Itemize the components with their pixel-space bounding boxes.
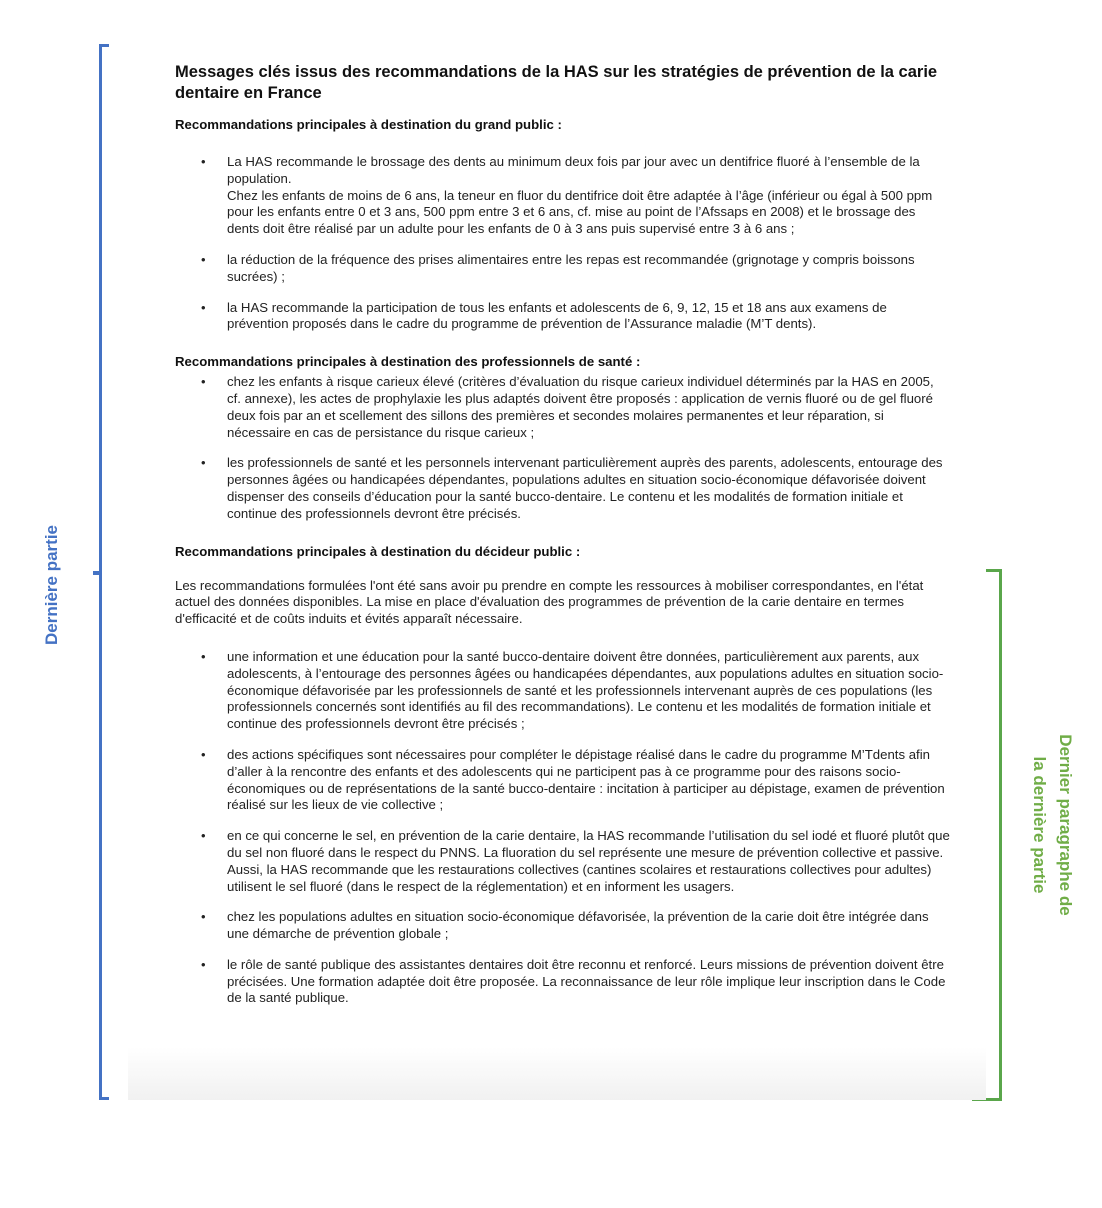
bullet-icon: •: [201, 299, 206, 315]
last-paragraph-label-line-1: Dernier paragraphe de: [1056, 734, 1075, 916]
decision-makers-intro: Les recommandations formulées l'ont été sans avoir pu prendre en compte les ressources à mobiliser correspondantes, en l'état actuel des données disponibles. La mise en place d'évaluation des programmes de prévention de la carie dentaire en termes d'efficacité et de coûts induits et évités apparaît nécessaire.: [175, 577, 924, 627]
decision-makers-recommendations-list: [175, 649, 950, 1007]
bullet-icon: •: [201, 828, 206, 844]
bullet-icon: •: [201, 154, 206, 169]
bullet-icon: •: [201, 455, 206, 471]
public-recommendations-list: [175, 154, 950, 333]
document-page: [128, 40, 986, 1100]
bullet-icon: •: [201, 251, 206, 267]
list-item: • la HAS recommande la participation de tous les enfants et adolescents de 6, 9, 12, 15 et 18 ans aux examens de prévention proposés dans le cadre du programme de prévention de l’Assurance maladie (M’T dents).: [201, 299, 887, 332]
list-item: • en ce qui concerne le sel, en prévention de la carie dentaire, la HAS recommande l’utilisation du sel iodé et fluoré plutôt que du sel non fluoré dans le respect du PNNS. La fluoration du sel représente une mesure de prévention collective et passive. Aussi, la HAS recommande que les restaurations collectives (cantines scolaires et restaurations collectives pour adultes) utilisent le sel fluoré (dans le respect de la réglementation) et en informent les usagers.: [201, 828, 950, 894]
document-title: Messages clés issus des recommandations de la HAS sur les stratégies de prévention de la carie dentaire en France: [175, 63, 938, 102]
section-heading-public: Recommandations principales à destination du grand public :: [175, 117, 562, 132]
bullet-icon: •: [201, 374, 206, 390]
list-item: • la réduction de la fréquence des prises alimentaires entre les repas est recommandée (grignotage y compris boissons sucrées) ;: [201, 251, 915, 284]
list-item: • le rôle de santé publique des assistantes dentaires doit être reconnu et renforcé. Leurs missions de prévention doivent être précisées. Une formation adaptée doit être proposée. La reconnaissance de leur rôle implique leur inscription dans le Code de la santé publique.: [201, 956, 946, 1006]
professionals-recommendations-list: [175, 374, 950, 522]
list-item: • une information et une éducation pour la santé bucco-dentaire doivent être données, particulièrement aux parents, aux adolescents, à l’entourage des personnes âgées ou handicapées dépendantes, aux populations adultes en situation socio-économique défavorisée par les professionnels de santé et les professionnels intervenant auprès de ces populations (les professionnels concernés sont identifiés au fil des recommandations). Le contenu et les modalités de formation initiale et continue des professionnels devront être précisés ;: [201, 648, 944, 732]
list-item: • chez les enfants à risque carieux élevé (critères d’évaluation du risque carieux individuel déterminés par la HAS en 2005, cf. annexe), les actes de prophylaxie les plus adaptés doivent être proposés : application de vernis fluoré ou de gel fluoré deux fois par an et scellement des sillons des premières et secondes molaires permanentes et leur réparation, si nécessaire en cas de persistance du risque carieux ;: [201, 374, 934, 440]
list-item: • chez les populations adultes en situation socio-économique défavorisée, la prévention de la carie doit être intégrée dans une démarche de prévention globale ;: [201, 909, 929, 942]
list-item: • des actions spécifiques sont nécessaires pour compléter le dépistage réalisé dans le cadre du programme M’Tdents afin d’aller à la rencontre des enfants et des adolescents qui ne participent pas à ce programme pour des raisons socio-économiques ou de représentations de la santé bucco-dentaire : incitation à participer au dépistage, examen de prévention réalisé sur les lieux de vie collective ;: [201, 746, 945, 813]
last-paragraph-label-line-2: la dernière partie: [1030, 756, 1049, 894]
bullet-icon: •: [201, 746, 206, 762]
bullet-icon: •: [201, 648, 206, 664]
bullet-icon: •: [201, 956, 206, 972]
last-part-bracket: [99, 44, 109, 1100]
list-item: • La HAS recommande le brossage des dents au minimum deux fois par jour avec un dentifrice fluoré à l’ensemble de la population. Chez les enfants de moins de 6 ans, la teneur en fluor du dentifrice doit être adaptée à l’âge (inférieur ou égal à 500 ppm pour les enfants entre 0 et 3 ans, 500 ppm entre 3 et 6 ans, cf. mise au point de l’Afssaps en 2008) et le brossage des dents doit être réalisé par un adulte pour les enfants de 0 à 3 ans puis supervisé entre 3 à 6 ans ;: [201, 154, 933, 237]
last-part-label: Dernière partie: [42, 525, 61, 645]
last-paragraph-label: [1026, 734, 1078, 915]
section-heading-professionals: Recommandations principales à destination des professionnels de santé :: [175, 354, 641, 370]
list-item: • les professionnels de santé et les personnels intervenant particulièrement auprès des parents, adolescents, entourage des personnes âgées ou handicapées dépendantes, populations adultes en situation socio-économique défavorisée doivent dispenser des conseils d’éducation pour la santé bucco-dentaire. Le contenu et les modalités de formation initiale et continue des professionnels devront être précisés.: [201, 455, 943, 521]
section-heading-decision-makers: Recommandations principales à destination du décideur public :: [175, 543, 581, 559]
bullet-icon: •: [201, 909, 206, 925]
